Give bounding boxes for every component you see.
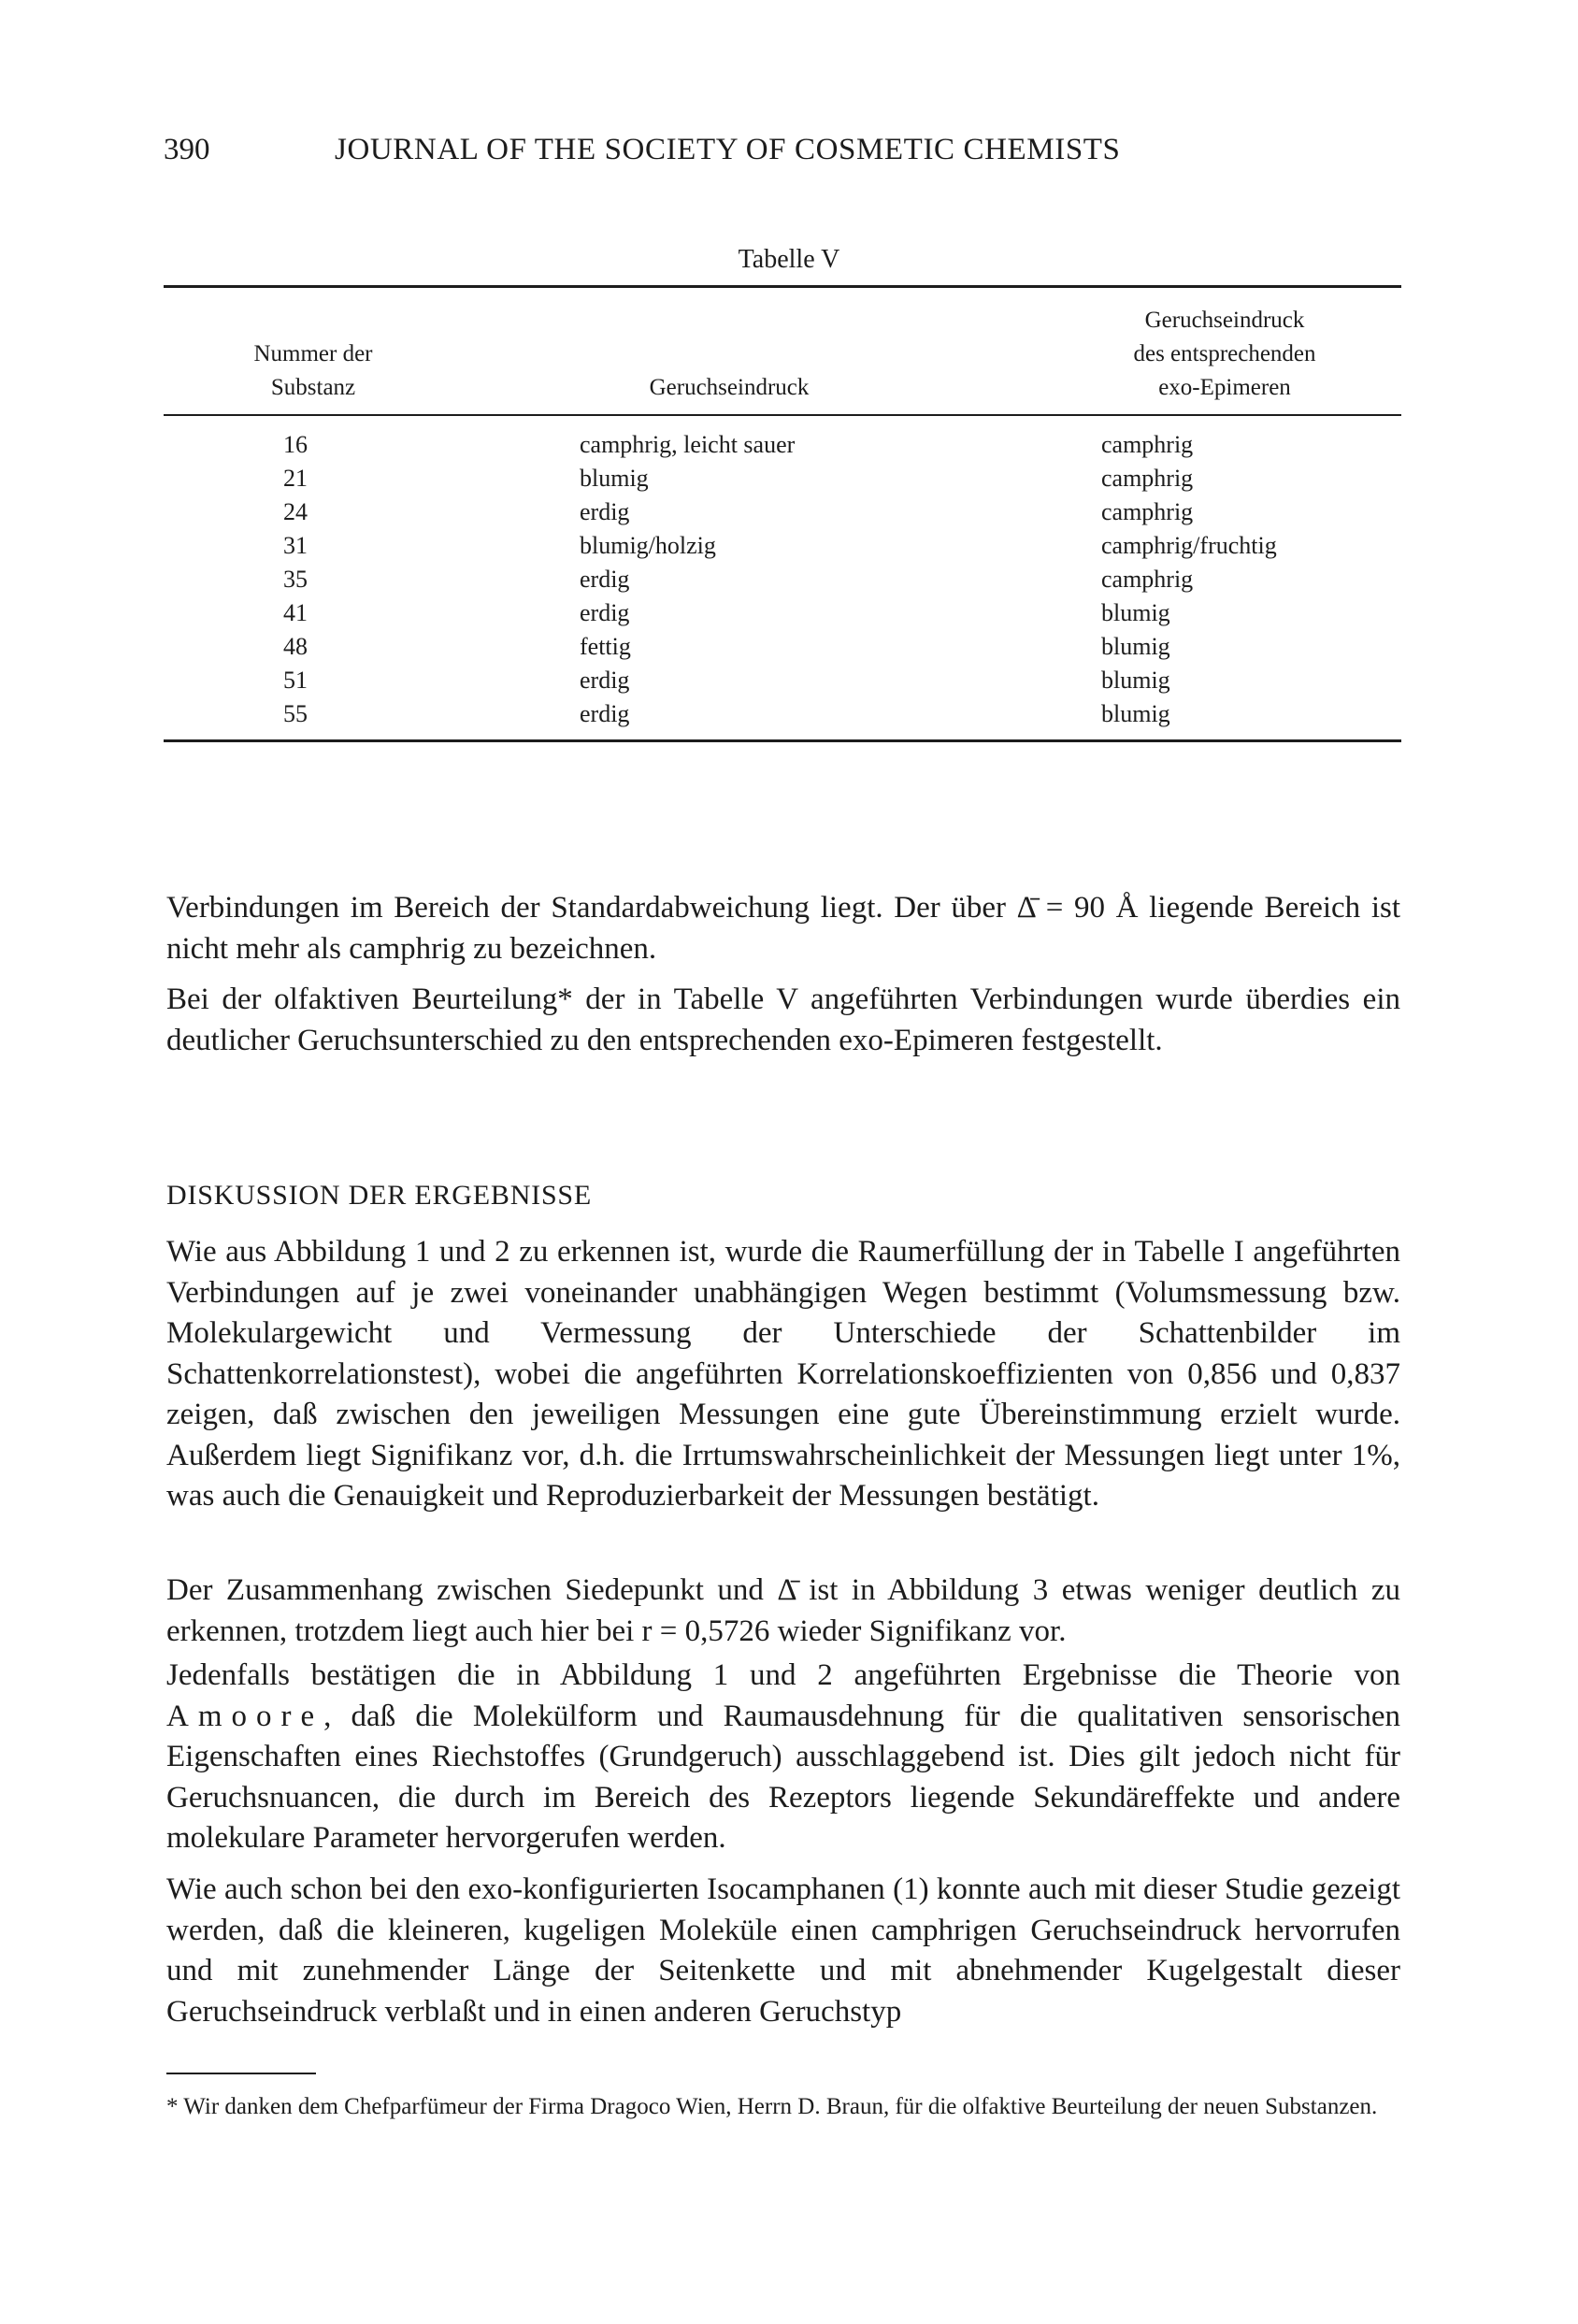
table-caption: Tabelle V <box>738 245 840 274</box>
cell-number: 48 <box>283 633 308 660</box>
cell-exo-odor: blumig <box>1101 599 1170 626</box>
paragraph-text: , daß die Molekülform und Raumausdehnung für die qualitativen sensorischen Eigenschaften eines Riechstoffes (Grundgeruch) ausschlaggebend ist. Dies gilt jedoch nicht für Geruchsnuancen, die durch im Bereich des Rezeptors liegende Sekundäreffekte und andere molekulare Parameter hervorgerufen werden. <box>166 1699 1400 1855</box>
cell-number: 31 <box>283 532 308 559</box>
cell-number: 35 <box>283 566 308 593</box>
table-row <box>0 495 1578 529</box>
table-row <box>0 596 1578 630</box>
cell-odor: erdig <box>580 498 630 525</box>
section-heading: DISKUSSION DER ERGEBNISSE <box>166 1180 593 1211</box>
cell-number: 16 <box>283 431 308 458</box>
cell-exo-odor: blumig <box>1101 700 1170 727</box>
cell-number: 24 <box>283 498 308 525</box>
body-paragraph: Verbindungen im Bereich der Standardabweichung liegt. Der über Δ̄ = 90 Å liegende Bereich ist nicht mehr als camphrig zu bezeichnen. <box>166 891 1400 966</box>
cell-number: 55 <box>283 700 308 727</box>
body-paragraph: Wie aus Abbildung 1 und 2 zu erkennen ist, wurde die Raumerfüllung der in Tabelle I angeführten Verbindungen auf je zwei voneinander unabhängigen Wegen bestimmt (Volumsmessung bzw. Molekulargewicht und Vermessung der Unterschiede der Schattenbilder im Schattenkorrelationstest), wobei die angeführten Korrelationskoeffizienten von 0,856 und 0,837 zeigen, daß zwischen den jeweiligen Messungen eine gute Übereinstimmung erzielt wurde. Außerdem liegt Signifikanz vor, d.h. die Irrtumswahrscheinlichkeit der Messungen liegt unter 1%, was auch die Genauigkeit und Reproduzierbarkeit der Messungen bestätigt. <box>166 1235 1400 1513</box>
author-name: Amoore <box>166 1699 324 1733</box>
body-paragraph: Bei der olfaktiven Beurteilung* der in Tabelle V angeführten Verbindungen wurde überdies ein deutlicher Geruchsunterschied zu den entsprechenden exo-Epimeren festgestellt. <box>166 983 1400 1057</box>
cell-exo-odor: camphrig <box>1101 431 1194 458</box>
table-bottom-rule <box>164 739 1401 742</box>
journal-title: JOURNAL OF THE SOCIETY OF COSMETIC CHEMISTS <box>335 133 1121 166</box>
body-paragraph: Wie auch schon bei den exo-konfigurierten Isocamphanen (1) konnte auch mit dieser Studie gezeigt werden, daß die kleineren, kugeligen Moleküle einen camphrigen Geruchseindruck hervorrufen und mit zunehmender Länge der Seitenkette und mit abnehmender Kugelgestalt dieser Geruchseindruck verblaßt und in einen anderen Geruchstyp <box>166 1872 1400 2029</box>
table-row <box>0 428 1578 462</box>
cell-odor: blumig/holzig <box>580 532 716 559</box>
cell-odor: camphrig, leicht sauer <box>580 431 796 458</box>
paragraph-text: Jedenfalls bestätigen die in Abbildung 1 und 2 angeführten Ergebnisse die Theorie von <box>166 1658 1400 1692</box>
table-row <box>0 630 1578 664</box>
table-row <box>0 529 1578 563</box>
table-header-rule <box>164 414 1401 416</box>
cell-odor: erdig <box>580 667 630 694</box>
table-top-rule <box>164 285 1401 288</box>
cell-odor: erdig <box>580 566 630 593</box>
cell-exo-odor: camphrig <box>1101 465 1194 492</box>
cell-exo-odor: blumig <box>1101 667 1170 694</box>
cell-number: 41 <box>283 599 308 626</box>
table-row <box>0 563 1578 596</box>
header-exo-line3: exo-Epimeren <box>1158 375 1291 400</box>
cell-exo-odor: camphrig <box>1101 566 1194 593</box>
cell-number: 51 <box>283 667 308 694</box>
cell-odor: fettig <box>580 633 631 660</box>
table-body <box>0 428 1578 731</box>
header-exo-line2: des entsprechenden <box>1133 341 1316 366</box>
page-number: 390 <box>164 133 210 166</box>
body-paragraph: Der Zusammenhang zwischen Siedepunkt und Δ̄ ist in Abbildung 3 etwas weniger deutlich zu erkennen, trotzdem liegt auch hier bei r = 0,5726 wieder Signifikanz vor. <box>166 1573 1400 1648</box>
footnote-rule <box>166 2073 316 2074</box>
header-exo-line1: Geruchseindruck <box>1144 308 1305 333</box>
cell-exo-odor: camphrig/fruchtig <box>1101 532 1277 559</box>
cell-odor: blumig <box>580 465 649 492</box>
table-row <box>0 664 1578 697</box>
footnote: * Wir danken dem Chefparfümeur der Firma Dragoco Wien, Herrn D. Braun, für die olfaktive Beurteilung der neuen Substanzen. <box>166 2094 1378 2119</box>
cell-odor: erdig <box>580 700 630 727</box>
table-header-number <box>196 337 430 405</box>
body-paragraph <box>166 1656 1400 1859</box>
table-header-exo-odor <box>1056 304 1393 405</box>
table-row <box>0 697 1578 731</box>
header-number-line2: Substanz <box>270 375 356 400</box>
header-number-line1: Nummer der <box>253 341 373 366</box>
table-row <box>0 462 1578 495</box>
table-header-odor: Geruchseindruck <box>649 375 810 400</box>
cell-number: 21 <box>283 465 308 492</box>
cell-exo-odor: camphrig <box>1101 498 1194 525</box>
cell-odor: erdig <box>580 599 630 626</box>
cell-exo-odor: blumig <box>1101 633 1170 660</box>
